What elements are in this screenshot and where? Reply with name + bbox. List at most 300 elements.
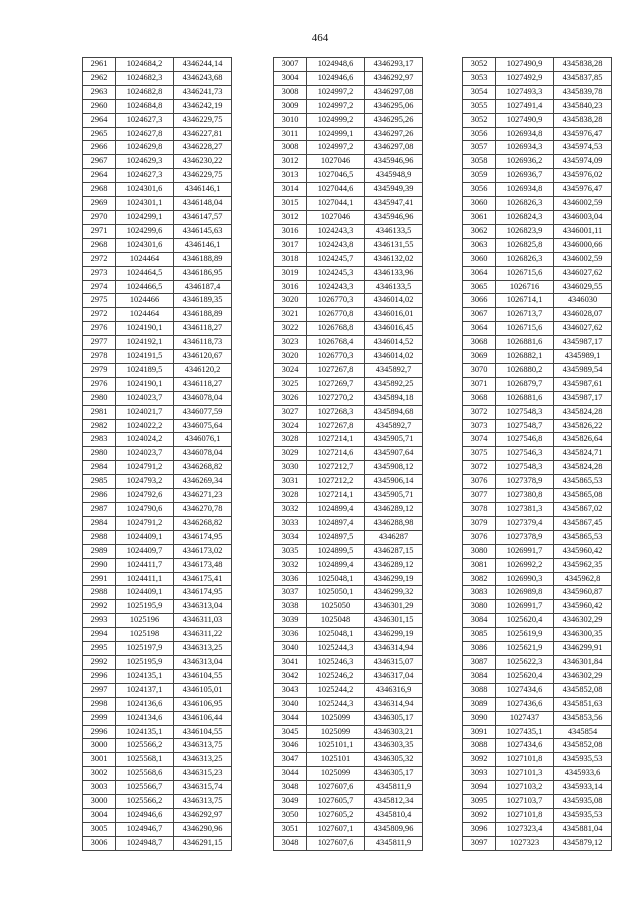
y-coordinate-cell: 4346000,66: [554, 238, 612, 252]
y-coordinate-cell: 4346270,78: [174, 503, 232, 517]
point-number-cell: 3080: [463, 600, 496, 614]
point-number-cell: 2987: [83, 503, 116, 517]
table-row: [83, 447, 232, 461]
point-number-cell: 3062: [463, 224, 496, 238]
y-coordinate-cell: 4346077,59: [174, 405, 232, 419]
y-coordinate-cell: 4346313,04: [174, 600, 232, 614]
table-row: [274, 475, 423, 489]
table-row: [274, 586, 423, 600]
table-row: [83, 822, 232, 836]
point-number-cell: 2978: [83, 350, 116, 364]
table-row: [83, 197, 232, 211]
y-coordinate-cell: 4346104,55: [174, 725, 232, 739]
x-coordinate-cell: 1026715,6: [496, 266, 554, 280]
table-row: [274, 210, 423, 224]
y-coordinate-cell: 4346289,12: [365, 503, 423, 517]
point-number-cell: 3016: [274, 280, 307, 294]
x-coordinate-cell: 1027214,1: [307, 489, 365, 503]
x-coordinate-cell: 1024464,5: [116, 266, 174, 280]
point-number-cell: 2962: [83, 71, 116, 85]
y-coordinate-cell: 4345838,28: [554, 58, 612, 72]
x-coordinate-cell: 1024629,8: [116, 141, 174, 155]
point-number-cell: 3052: [463, 58, 496, 72]
x-coordinate-cell: 1025050,1: [307, 586, 365, 600]
y-coordinate-cell: 4345851,63: [554, 697, 612, 711]
point-number-cell: 3064: [463, 266, 496, 280]
y-coordinate-cell: 4345881,04: [554, 822, 612, 836]
table-row: [463, 503, 612, 517]
y-coordinate-cell: 4345867,02: [554, 503, 612, 517]
point-number-cell: 2976: [83, 377, 116, 391]
table-row: [83, 405, 232, 419]
x-coordinate-cell: 1024792,6: [116, 489, 174, 503]
table-row: [83, 586, 232, 600]
y-coordinate-cell: 4346290,96: [174, 822, 232, 836]
point-number-cell: 3004: [274, 71, 307, 85]
table-row: [274, 614, 423, 628]
point-number-cell: 3084: [463, 614, 496, 628]
y-coordinate-cell: 4345947,41: [365, 197, 423, 211]
y-coordinate-cell: 4345987,61: [554, 377, 612, 391]
y-coordinate-cell: 4346131,55: [365, 238, 423, 252]
y-coordinate-cell: 4345989,1: [554, 350, 612, 364]
y-coordinate-cell: 4345974,53: [554, 141, 612, 155]
table-row: [274, 71, 423, 85]
table-row: [463, 697, 612, 711]
table-row: [463, 58, 612, 72]
x-coordinate-cell: 1025244,3: [307, 642, 365, 656]
point-number-cell: 3068: [463, 391, 496, 405]
y-coordinate-cell: 4345907,64: [365, 447, 423, 461]
x-coordinate-cell: 1025566,7: [116, 781, 174, 795]
table-row: [83, 503, 232, 517]
y-coordinate-cell: 4346133,5: [365, 224, 423, 238]
y-coordinate-cell: 4345960,42: [554, 544, 612, 558]
y-coordinate-cell: 4346001,11: [554, 224, 612, 238]
y-coordinate-cell: 4346299,19: [365, 628, 423, 642]
y-coordinate-cell: 4345962,8: [554, 572, 612, 586]
y-coordinate-cell: 4346295,06: [365, 99, 423, 113]
table-row: [274, 711, 423, 725]
y-coordinate-cell: 4346269,34: [174, 475, 232, 489]
x-coordinate-cell: 1027435,1: [496, 725, 554, 739]
point-number-cell: 3070: [463, 363, 496, 377]
x-coordinate-cell: 1026825,8: [496, 238, 554, 252]
point-number-cell: 2964: [83, 169, 116, 183]
y-coordinate-cell: 4345962,35: [554, 558, 612, 572]
table-row: [83, 252, 232, 266]
table-row: [83, 753, 232, 767]
table-row: [274, 350, 423, 364]
point-number-cell: 2980: [83, 391, 116, 405]
y-coordinate-cell: 4345865,53: [554, 475, 612, 489]
point-number-cell: 3049: [274, 795, 307, 809]
y-coordinate-cell: 4345960,87: [554, 586, 612, 600]
x-coordinate-cell: 1027101,3: [496, 767, 554, 781]
x-coordinate-cell: 1026714,1: [496, 294, 554, 308]
x-coordinate-cell: 1027046: [307, 155, 365, 169]
x-coordinate-cell: 1024466,5: [116, 280, 174, 294]
x-coordinate-cell: 1024627,3: [116, 169, 174, 183]
point-number-cell: 3009: [274, 99, 307, 113]
y-coordinate-cell: 4346229,75: [174, 169, 232, 183]
table-row: [83, 127, 232, 141]
table-row: [463, 308, 612, 322]
point-number-cell: 2966: [83, 141, 116, 155]
y-coordinate-cell: 4346118,73: [174, 336, 232, 350]
y-coordinate-cell: 4345987,17: [554, 336, 612, 350]
point-number-cell: 2965: [83, 127, 116, 141]
y-coordinate-cell: 4345892,25: [365, 377, 423, 391]
y-coordinate-cell: 4346175,41: [174, 572, 232, 586]
x-coordinate-cell: 1026989,8: [496, 586, 554, 600]
y-coordinate-cell: 4345933,6: [554, 767, 612, 781]
y-coordinate-cell: 4346295,26: [365, 113, 423, 127]
x-coordinate-cell: 1024897,4: [307, 516, 365, 530]
x-coordinate-cell: 1025244,3: [307, 697, 365, 711]
x-coordinate-cell: 1027605,7: [307, 795, 365, 809]
x-coordinate-cell: 1027493,3: [496, 85, 554, 99]
x-coordinate-cell: 1027605,2: [307, 808, 365, 822]
x-coordinate-cell: 1024190,1: [116, 377, 174, 391]
y-coordinate-cell: 4346242,19: [174, 99, 232, 113]
point-number-cell: 3061: [463, 210, 496, 224]
y-coordinate-cell: 4346016,01: [365, 308, 423, 322]
table-row: [274, 628, 423, 642]
point-number-cell: 3023: [274, 336, 307, 350]
y-coordinate-cell: 4346315,23: [174, 767, 232, 781]
y-coordinate-cell: 4346305,17: [365, 767, 423, 781]
x-coordinate-cell: 1027546,8: [496, 433, 554, 447]
x-coordinate-cell: 1027378,9: [496, 475, 554, 489]
x-coordinate-cell: 1024191,5: [116, 350, 174, 364]
x-coordinate-cell: 1025050: [307, 600, 365, 614]
point-number-cell: 3038: [274, 600, 307, 614]
point-number-cell: 3026: [274, 391, 307, 405]
point-number-cell: 3047: [274, 753, 307, 767]
x-coordinate-cell: 1024134,6: [116, 711, 174, 725]
y-coordinate-cell: 4345987,17: [554, 391, 612, 405]
table-row: [463, 461, 612, 475]
y-coordinate-cell: 4345989,54: [554, 363, 612, 377]
y-coordinate-cell: 4345812,34: [365, 795, 423, 809]
table-row: [274, 197, 423, 211]
y-coordinate-cell: 4346271,23: [174, 489, 232, 503]
x-coordinate-cell: 1027436,6: [496, 697, 554, 711]
x-coordinate-cell: 1026770,3: [307, 294, 365, 308]
table-row: [463, 516, 612, 530]
table-row: [274, 433, 423, 447]
x-coordinate-cell: 1026768,8: [307, 322, 365, 336]
x-coordinate-cell: 1026934,3: [496, 141, 554, 155]
x-coordinate-cell: 1024301,6: [116, 183, 174, 197]
y-coordinate-cell: 4346014,02: [365, 350, 423, 364]
y-coordinate-cell: 4346313,75: [174, 795, 232, 809]
point-number-cell: 3005: [83, 822, 116, 836]
y-coordinate-cell: 4345949,39: [365, 183, 423, 197]
y-coordinate-cell: 4345811,9: [365, 836, 423, 850]
table-row: [463, 363, 612, 377]
y-coordinate-cell: 4346173,02: [174, 544, 232, 558]
table-row: [274, 336, 423, 350]
table-row: [83, 697, 232, 711]
table-row: [274, 238, 423, 252]
table-row: [83, 308, 232, 322]
y-coordinate-cell: 4345935,08: [554, 795, 612, 809]
x-coordinate-cell: 1024997,2: [307, 99, 365, 113]
x-coordinate-cell: 1026881,6: [496, 391, 554, 405]
table-row: [274, 795, 423, 809]
y-coordinate-cell: 4346314,94: [365, 642, 423, 656]
table-row: [463, 433, 612, 447]
table-row: [83, 224, 232, 238]
point-number-cell: 3092: [463, 753, 496, 767]
x-coordinate-cell: 1025566,2: [116, 795, 174, 809]
point-number-cell: 2989: [83, 544, 116, 558]
x-coordinate-cell: 1027270,2: [307, 391, 365, 405]
y-coordinate-cell: 4345976,47: [554, 183, 612, 197]
table-row: [463, 544, 612, 558]
y-coordinate-cell: 4346229,75: [174, 113, 232, 127]
table-row: [274, 447, 423, 461]
table-row: [83, 99, 232, 113]
y-coordinate-cell: 4345906,14: [365, 475, 423, 489]
x-coordinate-cell: 1025198: [116, 628, 174, 642]
y-coordinate-cell: 4346105,01: [174, 683, 232, 697]
y-coordinate-cell: 4346313,25: [174, 753, 232, 767]
x-coordinate-cell: 1026881,6: [496, 336, 554, 350]
point-number-cell: 3057: [463, 141, 496, 155]
point-number-cell: 2984: [83, 461, 116, 475]
table-row: [83, 280, 232, 294]
point-number-cell: 3004: [83, 808, 116, 822]
y-coordinate-cell: 4345824,28: [554, 461, 612, 475]
y-coordinate-cell: 4345894,18: [365, 391, 423, 405]
point-number-cell: 2971: [83, 224, 116, 238]
x-coordinate-cell: 1026934,8: [496, 127, 554, 141]
y-coordinate-cell: 4346302,29: [554, 669, 612, 683]
x-coordinate-cell: 1024466: [116, 294, 174, 308]
x-coordinate-cell: 1027323,4: [496, 822, 554, 836]
point-number-cell: 3002: [83, 767, 116, 781]
point-number-cell: 3088: [463, 683, 496, 697]
x-coordinate-cell: 1027491,4: [496, 99, 554, 113]
y-coordinate-cell: 4346078,04: [174, 447, 232, 461]
table-row: [463, 572, 612, 586]
y-coordinate-cell: 4346078,04: [174, 391, 232, 405]
table-row: [83, 461, 232, 475]
point-number-cell: 2970: [83, 210, 116, 224]
table-row: [463, 85, 612, 99]
point-number-cell: 2999: [83, 711, 116, 725]
y-coordinate-cell: 4345826,64: [554, 433, 612, 447]
table-row: [274, 224, 423, 238]
x-coordinate-cell: 1025246,3: [307, 655, 365, 669]
y-coordinate-cell: 4346311,03: [174, 614, 232, 628]
point-number-cell: 3045: [274, 725, 307, 739]
x-coordinate-cell: 1026934,8: [496, 183, 554, 197]
x-coordinate-cell: 1026826,3: [496, 197, 554, 211]
x-coordinate-cell: 1027212,2: [307, 475, 365, 489]
y-coordinate-cell: 4346230,22: [174, 155, 232, 169]
y-coordinate-cell: 4345839,78: [554, 85, 612, 99]
table-row: [463, 669, 612, 683]
table-row: [463, 238, 612, 252]
x-coordinate-cell: 1026879,7: [496, 377, 554, 391]
x-coordinate-cell: 1026824,3: [496, 210, 554, 224]
point-number-cell: 3065: [463, 280, 496, 294]
table-row: [274, 155, 423, 169]
point-number-cell: 2984: [83, 516, 116, 530]
y-coordinate-cell: 4346300,35: [554, 628, 612, 642]
point-number-cell: 3060: [463, 197, 496, 211]
y-coordinate-cell: 4346289,12: [365, 558, 423, 572]
point-number-cell: 2977: [83, 336, 116, 350]
point-number-cell: 3094: [463, 781, 496, 795]
y-coordinate-cell: 4346311,22: [174, 628, 232, 642]
x-coordinate-cell: 1025048: [307, 614, 365, 628]
point-number-cell: 3031: [274, 475, 307, 489]
table-row: [463, 210, 612, 224]
table-row: [274, 266, 423, 280]
y-coordinate-cell: 4346228,27: [174, 141, 232, 155]
point-number-cell: 3011: [274, 127, 307, 141]
table-row: [274, 572, 423, 586]
y-coordinate-cell: 4346313,75: [174, 739, 232, 753]
table-row: [83, 58, 232, 72]
x-coordinate-cell: 1025619,9: [496, 628, 554, 642]
table-row: [463, 377, 612, 391]
x-coordinate-cell: 1026936,7: [496, 169, 554, 183]
point-number-cell: 3037: [274, 586, 307, 600]
point-number-cell: 3096: [463, 822, 496, 836]
y-coordinate-cell: 4345908,12: [365, 461, 423, 475]
y-coordinate-cell: 4345824,28: [554, 405, 612, 419]
table-row: [83, 433, 232, 447]
y-coordinate-cell: 4346292,97: [174, 808, 232, 822]
y-coordinate-cell: 4346244,14: [174, 58, 232, 72]
table-row: [463, 753, 612, 767]
point-number-cell: 3093: [463, 767, 496, 781]
table-row: [83, 266, 232, 280]
table-row: [83, 516, 232, 530]
table-row: [274, 669, 423, 683]
point-number-cell: 3063: [463, 238, 496, 252]
x-coordinate-cell: 1024997,2: [307, 141, 365, 155]
x-coordinate-cell: 1024411,7: [116, 558, 174, 572]
y-coordinate-cell: 4345976,47: [554, 127, 612, 141]
x-coordinate-cell: 1027434,6: [496, 739, 554, 753]
point-number-cell: 3044: [274, 711, 307, 725]
y-coordinate-cell: 4346316,9: [365, 683, 423, 697]
y-coordinate-cell: 4346288,98: [365, 516, 423, 530]
x-coordinate-cell: 1024899,4: [307, 503, 365, 517]
point-number-cell: 2988: [83, 586, 116, 600]
y-coordinate-cell: 4346303,35: [365, 739, 423, 753]
table-row: [274, 363, 423, 377]
table-row: [463, 655, 612, 669]
x-coordinate-cell: 1026716: [496, 280, 554, 294]
y-coordinate-cell: 4346118,27: [174, 377, 232, 391]
x-coordinate-cell: 1024946,6: [116, 808, 174, 822]
y-coordinate-cell: 4346299,32: [365, 586, 423, 600]
table-row: [83, 781, 232, 795]
table-row: [83, 419, 232, 433]
point-number-cell: 3024: [274, 419, 307, 433]
point-number-cell: 2960: [83, 99, 116, 113]
point-number-cell: 3017: [274, 238, 307, 252]
x-coordinate-cell: 1025620,4: [496, 614, 554, 628]
table-row: [83, 475, 232, 489]
x-coordinate-cell: 1027548,7: [496, 419, 554, 433]
x-coordinate-cell: 1027380,8: [496, 489, 554, 503]
point-number-cell: 2967: [83, 155, 116, 169]
point-number-cell: 3025: [274, 377, 307, 391]
point-number-cell: 3051: [274, 822, 307, 836]
y-coordinate-cell: 4346187,4: [174, 280, 232, 294]
table-row: [463, 127, 612, 141]
point-number-cell: 2992: [83, 600, 116, 614]
point-number-cell: 3082: [463, 572, 496, 586]
x-coordinate-cell: 1027490,9: [496, 58, 554, 72]
coordinate-table-3: [462, 57, 612, 851]
point-number-cell: 2972: [83, 252, 116, 266]
table-row: [274, 781, 423, 795]
x-coordinate-cell: 1025197,9: [116, 642, 174, 656]
y-coordinate-cell: 4345946,96: [365, 155, 423, 169]
y-coordinate-cell: 4346104,55: [174, 669, 232, 683]
point-number-cell: 3097: [463, 836, 496, 850]
point-number-cell: 2983: [83, 433, 116, 447]
table-row: [274, 655, 423, 669]
table-row: [274, 461, 423, 475]
point-number-cell: 3091: [463, 725, 496, 739]
y-coordinate-cell: 4345840,23: [554, 99, 612, 113]
point-number-cell: 3079: [463, 516, 496, 530]
x-coordinate-cell: 1024023,7: [116, 391, 174, 405]
x-coordinate-cell: 1026936,2: [496, 155, 554, 169]
y-coordinate-cell: 4346241,73: [174, 85, 232, 99]
x-coordinate-cell: 1024021,7: [116, 405, 174, 419]
y-coordinate-cell: 4345935,53: [554, 753, 612, 767]
point-number-cell: 3022: [274, 322, 307, 336]
table-row: [83, 322, 232, 336]
table-row: [463, 767, 612, 781]
table-row: [463, 558, 612, 572]
point-number-cell: 3019: [274, 266, 307, 280]
point-number-cell: 3085: [463, 628, 496, 642]
x-coordinate-cell: 1027490,9: [496, 113, 554, 127]
x-coordinate-cell: 1024684,8: [116, 99, 174, 113]
x-coordinate-cell: 1026882,1: [496, 350, 554, 364]
table-row: [274, 169, 423, 183]
x-coordinate-cell: 1024793,2: [116, 475, 174, 489]
x-coordinate-cell: 1024897,5: [307, 530, 365, 544]
point-number-cell: 3058: [463, 155, 496, 169]
table-row: [463, 781, 612, 795]
point-number-cell: 2994: [83, 628, 116, 642]
x-coordinate-cell: 1025101,1: [307, 739, 365, 753]
y-coordinate-cell: 4346313,25: [174, 642, 232, 656]
point-number-cell: 3028: [274, 489, 307, 503]
point-number-cell: 3059: [463, 169, 496, 183]
y-coordinate-cell: 4346106,44: [174, 711, 232, 725]
x-coordinate-cell: 1024627,8: [116, 127, 174, 141]
table-row: [274, 558, 423, 572]
y-coordinate-cell: 4346120,2: [174, 363, 232, 377]
point-number-cell: 2963: [83, 85, 116, 99]
x-coordinate-cell: 1024409,1: [116, 586, 174, 600]
